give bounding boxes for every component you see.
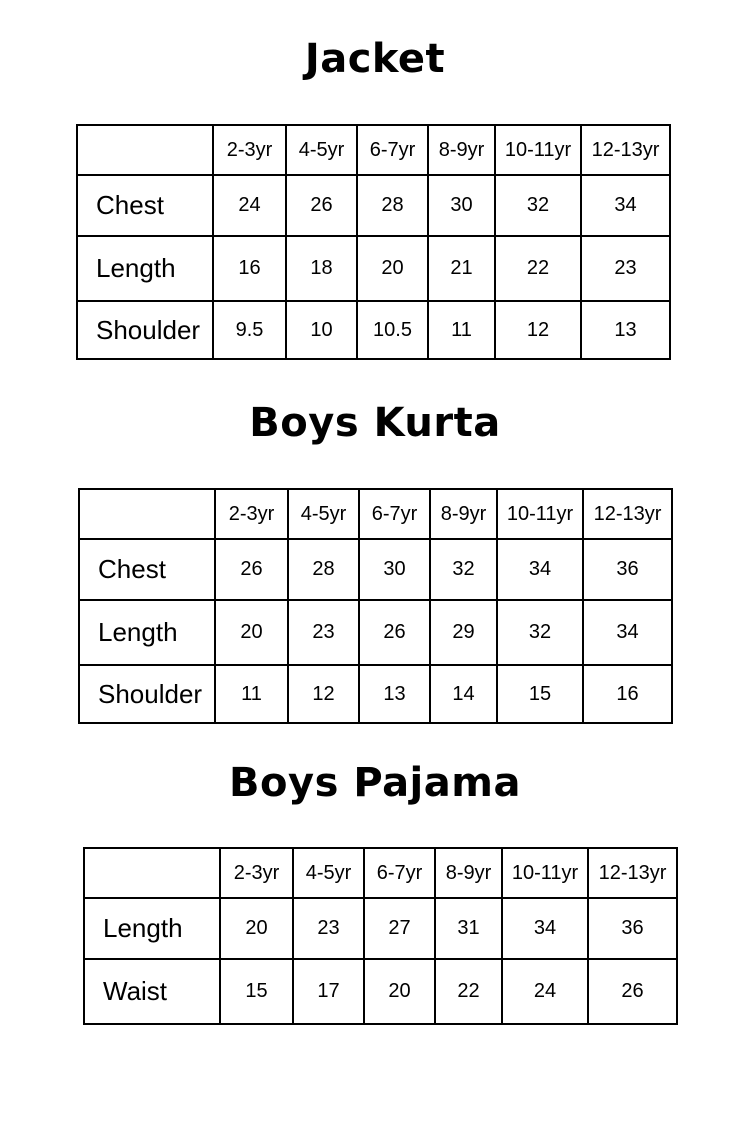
table-cell: 22 xyxy=(495,236,581,301)
corner-cell xyxy=(77,125,213,175)
table-cell: 18 xyxy=(286,236,357,301)
table-cell: 17 xyxy=(293,959,364,1024)
table-cell: 12 xyxy=(495,301,581,359)
table-header-row xyxy=(77,125,670,175)
row-label: Length xyxy=(77,236,213,301)
table-cell: 20 xyxy=(364,959,435,1024)
table-cell: 16 xyxy=(213,236,286,301)
column-header: 12-13yr xyxy=(588,848,677,898)
boys-kurta-size-table xyxy=(78,488,673,724)
table-row xyxy=(77,301,670,359)
table-cell: 34 xyxy=(502,898,588,959)
column-header: 6-7yr xyxy=(357,125,428,175)
column-header: 4-5yr xyxy=(286,125,357,175)
table-cell: 23 xyxy=(288,600,359,665)
table-cell: 21 xyxy=(428,236,495,301)
table-cell: 24 xyxy=(502,959,588,1024)
table-row xyxy=(84,959,677,1024)
column-header: 8-9yr xyxy=(428,125,495,175)
table-cell: 16 xyxy=(583,665,672,723)
row-label: Length xyxy=(79,600,215,665)
table-cell: 23 xyxy=(293,898,364,959)
table-header-row xyxy=(84,848,677,898)
column-header: 10-11yr xyxy=(497,489,583,539)
column-header: 2-3yr xyxy=(215,489,288,539)
table-cell: 26 xyxy=(359,600,430,665)
table-cell: 10.5 xyxy=(357,301,428,359)
table-row xyxy=(79,600,672,665)
table-cell: 26 xyxy=(215,539,288,600)
table-cell: 13 xyxy=(581,301,670,359)
row-label: Shoulder xyxy=(79,665,215,723)
boys-kurta-title: Boys Kurta xyxy=(249,400,501,446)
row-label: Shoulder xyxy=(77,301,213,359)
column-header: 12-13yr xyxy=(583,489,672,539)
table-cell: 30 xyxy=(359,539,430,600)
table-cell: 20 xyxy=(220,898,293,959)
table-cell: 36 xyxy=(583,539,672,600)
jacket-title: Jacket xyxy=(304,36,446,82)
table-cell: 24 xyxy=(213,175,286,236)
table-cell: 20 xyxy=(215,600,288,665)
boys-pajama-title: Boys Pajama xyxy=(229,760,521,806)
row-label: Chest xyxy=(79,539,215,600)
table-cell: 26 xyxy=(286,175,357,236)
table-cell: 11 xyxy=(215,665,288,723)
column-header: 12-13yr xyxy=(581,125,670,175)
table-cell: 13 xyxy=(359,665,430,723)
table-cell: 36 xyxy=(588,898,677,959)
column-header: 10-11yr xyxy=(502,848,588,898)
table-cell: 15 xyxy=(220,959,293,1024)
table-cell: 26 xyxy=(588,959,677,1024)
table-cell: 32 xyxy=(430,539,497,600)
table-row xyxy=(77,175,670,236)
table-cell: 34 xyxy=(581,175,670,236)
column-header: 4-5yr xyxy=(288,489,359,539)
table-row xyxy=(79,539,672,600)
table-row xyxy=(79,665,672,723)
jacket-size-table xyxy=(76,124,671,360)
corner-cell xyxy=(79,489,215,539)
table-cell: 9.5 xyxy=(213,301,286,359)
table-cell: 32 xyxy=(495,175,581,236)
table-cell: 34 xyxy=(583,600,672,665)
table-cell: 23 xyxy=(581,236,670,301)
table-cell: 12 xyxy=(288,665,359,723)
table-cell: 34 xyxy=(497,539,583,600)
table-cell: 15 xyxy=(497,665,583,723)
column-header: 6-7yr xyxy=(364,848,435,898)
row-label: Chest xyxy=(77,175,213,236)
row-label: Waist xyxy=(84,959,220,1024)
table-cell: 22 xyxy=(435,959,502,1024)
boys-pajama-size-table xyxy=(83,847,678,1025)
table-cell: 20 xyxy=(357,236,428,301)
column-header: 8-9yr xyxy=(435,848,502,898)
table-cell: 29 xyxy=(430,600,497,665)
table-row xyxy=(77,236,670,301)
table-cell: 30 xyxy=(428,175,495,236)
table-header-row xyxy=(79,489,672,539)
table-cell: 32 xyxy=(497,600,583,665)
table-cell: 31 xyxy=(435,898,502,959)
corner-cell xyxy=(84,848,220,898)
column-header: 2-3yr xyxy=(213,125,286,175)
column-header: 6-7yr xyxy=(359,489,430,539)
column-header: 10-11yr xyxy=(495,125,581,175)
column-header: 8-9yr xyxy=(430,489,497,539)
table-cell: 14 xyxy=(430,665,497,723)
table-cell: 11 xyxy=(428,301,495,359)
row-label: Length xyxy=(84,898,220,959)
table-cell: 28 xyxy=(357,175,428,236)
table-cell: 10 xyxy=(286,301,357,359)
table-cell: 28 xyxy=(288,539,359,600)
column-header: 4-5yr xyxy=(293,848,364,898)
table-cell: 27 xyxy=(364,898,435,959)
column-header: 2-3yr xyxy=(220,848,293,898)
table-row xyxy=(84,898,677,959)
